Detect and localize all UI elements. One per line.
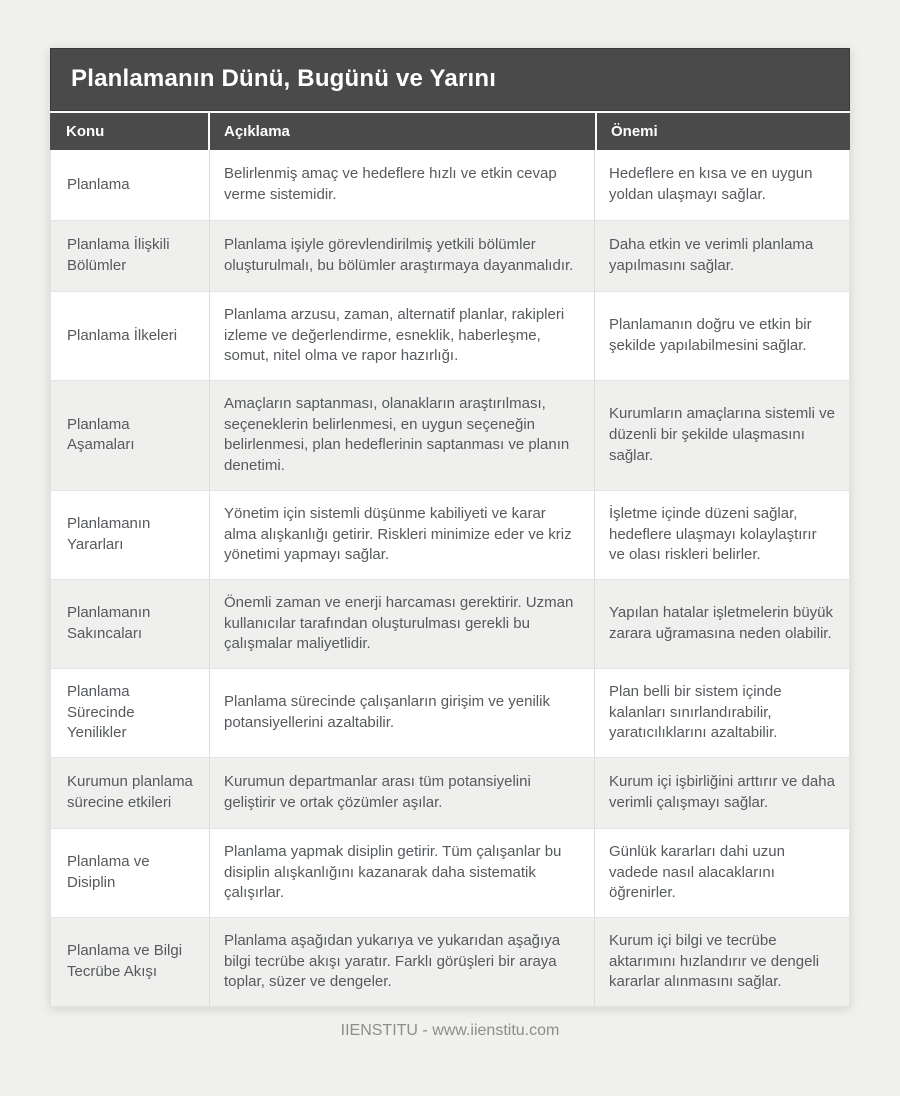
cell-aciklama: Planlama arzusu, zaman, alternatif planlar, rakipleri izleme ve değerlendirme, esneklik, haberleşme, somut, nitel olma ve rapor hazırlığı. [209,292,594,380]
cell-onemi: Kurum içi işbirliğini arttırır ve daha verimli çalışmayı sağlar. [594,758,849,828]
planning-table-card [50,48,850,1007]
table-row [51,220,849,291]
table-row [51,291,849,380]
cell-aciklama: Planlama sürecinde çalışanların girişim ve yenilik potansiyellerini azaltabilir. [209,669,594,757]
cell-onemi: Plan belli bir sistem içinde kalanları sınırlandırabilir, yaratıcılıklarını azaltabilir. [594,669,849,757]
cell-onemi: Planlamanın doğru ve etkin bir şekilde yapılabilmesini sağlar. [594,292,849,380]
cell-konu: Kurumun planlama sürecine etkileri [67,773,193,811]
cell-konu: Planlama ve Disiplin [67,853,150,892]
table-header-row [50,113,850,150]
cell-konu: Planlama Aşamaları [67,415,135,454]
table-row [51,668,849,757]
cell-onemi: İşletme içinde düzeni sağlar, hedeflere ulaşmayı kolaylaştırır ve olası riskleri belirler. [594,491,849,579]
footer-credit: IIENSTITU - www.iienstitu.com [340,1022,560,1039]
table-row [51,828,849,917]
table-title: Planlamanın Dünü, Bugünü ve Yarını [50,48,850,111]
table-body [50,150,850,1007]
column-header-konu: Konu [50,113,208,150]
table-row [51,490,849,579]
cell-onemi: Yapılan hatalar işletmelerin büyük zarara uğramasına neden olabilir. [594,580,849,668]
cell-aciklama: Yönetim için sistemli düşünme kabiliyeti ve karar alma alışkanlığı getirir. Riskleri minimize eder ve kriz yönetimi yapmayı sağlar. [209,491,594,579]
cell-konu: Planlama İlişkili Bölümler [67,236,170,274]
cell-onemi: Günlük kararları dahi uzun vadede nasıl alacaklarını öğrenirler. [594,829,849,917]
cell-aciklama: Planlama işiyle görevlendirilmiş yetkili bölümler oluşturulmalı, bu bölümler araştırmaya dayanmalıdır. [209,221,594,291]
cell-aciklama: Belirlenmiş amaç ve hedeflere hızlı ve etkin cevap verme sistemidir. [209,150,594,220]
table-row [51,579,849,668]
table-row [51,150,849,220]
cell-onemi: Kurum içi bilgi ve tecrübe aktarımını hızlandırır ve dengeli kararlar alınmasını sağlar. [594,918,849,1006]
cell-aciklama: Kurumun departmanlar arası tüm potansiyelini geliştirir ve ortak çözümler aşılar. [209,758,594,828]
cell-onemi: Daha etkin ve verimli planlama yapılmasını sağlar. [594,221,849,291]
table-row [51,380,849,490]
cell-aciklama: Önemli zaman ve enerji harcaması gerektirir. Uzman kullanıcılar tarafından oluşturulması gerekli bu çalışmalar maliyetlidir. [209,580,594,668]
cell-aciklama: Amaçların saptanması, olanakların araştırılması, seçeneklerin belirlenmesi, en uygun seçeneğin belirlenmesi, plan hedeflerinin saptanması ve planın denetimi. [209,381,594,490]
cell-konu: Planlamanın Sakıncaları [67,604,151,642]
cell-onemi: Kurumların amaçlarına sistemli ve düzenli bir şekilde ulaşmasını sağlar. [594,381,849,490]
column-header-aciklama: Açıklama [210,113,595,150]
cell-konu: Planlama [67,175,130,193]
cell-aciklama: Planlama aşağıdan yukarıya ve yukarıdan aşağıya bilgi tecrübe akışı yaratır. Farklı görüşleri bir araya toplar, süzer ve dengeler. [209,918,594,1006]
cell-konu: Planlama Sürecinde Yenilikler [67,682,135,742]
cell-aciklama: Planlama yapmak disiplin getirir. Tüm çalışanlar bu disiplin alışkanlığını kazanarak daha sistematik çalışırlar. [209,829,594,917]
cell-konu: Planlama İlkeleri [67,326,178,344]
cell-konu: Planlamanın Yararları [67,515,151,553]
cell-konu: Planlama ve Bilgi Tecrübe Akışı [67,942,183,981]
table-row [51,917,849,1006]
cell-onemi: Hedeflere en kısa ve en uygun yoldan ulaşmayı sağlar. [594,150,849,220]
table-row [51,757,849,828]
column-header-onemi: Önemi [597,113,850,150]
